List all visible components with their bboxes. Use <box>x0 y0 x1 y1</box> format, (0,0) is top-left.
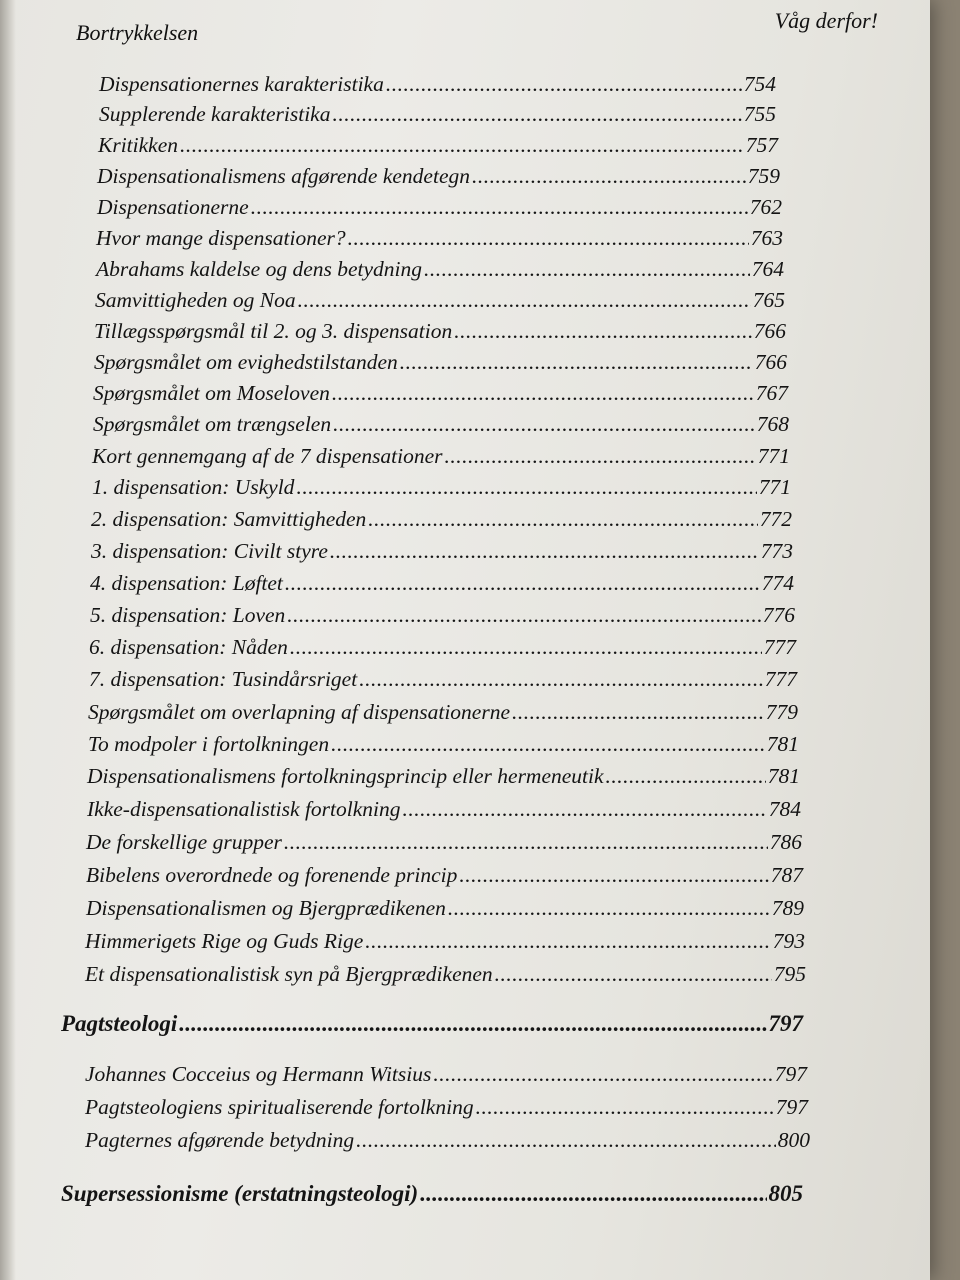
toc-leader-dots <box>296 477 756 499</box>
toc-entry-title: Dispensationerne <box>97 195 249 219</box>
toc-entry-page: 789 <box>771 896 804 920</box>
toc-entry-title: 3. dispensation: Civilt styre <box>91 539 328 563</box>
toc-entry-page: 779 <box>765 700 798 724</box>
toc-leader-dots <box>495 964 772 986</box>
toc-entry <box>97 197 782 219</box>
toc-leader-dots <box>290 637 762 659</box>
toc-entry-title: To modpoler i fortolkningen <box>88 732 330 756</box>
toc-entry-page: 765 <box>752 288 785 312</box>
toc-leader-dots <box>356 1130 776 1152</box>
toc-leader-dots <box>400 352 753 374</box>
toc-entry <box>89 637 796 659</box>
toc-leader-dots <box>333 414 755 436</box>
toc-entry-title: 7. dispensation: Tusindårsriget <box>89 667 358 691</box>
toc-entry-page: 768 <box>756 412 789 436</box>
toc-leader-dots <box>386 74 742 96</box>
toc-entry-page: 755 <box>743 102 776 126</box>
toc-leader-dots <box>368 509 757 531</box>
toc-entry-page: 773 <box>760 539 793 563</box>
toc-entry-page: 787 <box>770 863 803 887</box>
toc-leader-dots <box>459 865 768 887</box>
toc-entry-title: Himmerigets Rige og Guds Rige <box>85 929 364 953</box>
toc-entry-page: 757 <box>745 133 778 157</box>
toc-entry-title: 4. dispensation: Løftet <box>90 571 283 595</box>
toc-entry-title: Spørgsmålet om trængselen <box>93 412 332 436</box>
toc-entry-title: Samvittigheden og Noa <box>95 288 296 312</box>
toc-chapter <box>61 1012 803 1035</box>
toc-leader-dots <box>284 832 768 854</box>
toc-entry <box>88 734 799 756</box>
toc-entry-page: 786 <box>769 830 802 854</box>
toc-entry <box>87 799 801 821</box>
running-header-right: Våg derfor! <box>774 8 878 33</box>
toc-leader-dots <box>348 228 749 250</box>
toc-entry-title: Dispensationalismens fortolkningsprincip eller hermeneutik <box>87 764 604 788</box>
toc-entry <box>99 74 776 96</box>
toc-leader-dots <box>476 1097 774 1119</box>
toc-entry <box>86 832 802 854</box>
toc-entry-page: 771 <box>757 444 790 468</box>
toc-entry-title: Kort gennemgang af de 7 dispensationer <box>92 444 443 468</box>
toc-entry <box>90 605 795 627</box>
toc-entry <box>85 1130 810 1152</box>
toc-entry-title: Et dispensationalistisk syn på Bjergprædikenen <box>85 962 493 986</box>
toc-entry-title: Dispensationalismen og Bjergprædikenen <box>86 896 446 920</box>
toc-entry <box>96 228 783 250</box>
toc-entry-page: 766 <box>753 319 786 343</box>
toc-entry <box>85 1064 807 1086</box>
toc-entry-page: 777 <box>763 635 796 659</box>
toc-entry <box>91 541 793 563</box>
toc-entry <box>89 669 797 691</box>
toc-entry <box>85 1097 808 1119</box>
toc-entry <box>99 104 776 126</box>
toc-leader-dots <box>332 104 741 126</box>
toc-entry-title: Pagternes afgørende betydning <box>85 1128 355 1152</box>
toc-entry-title: Johannes Cocceius og Hermann Witsius <box>85 1062 432 1086</box>
toc-entry-page: 754 <box>743 72 776 96</box>
toc-entry-page: 777 <box>764 667 797 691</box>
toc-entry-page: 776 <box>762 603 795 627</box>
toc-entry-page: 800 <box>777 1128 810 1152</box>
toc-entry-title: Spørgsmålet om overlapning af dispensationerne <box>88 700 511 724</box>
toc-entry-title: Ikke-dispensationalistisk fortolkning <box>87 797 401 821</box>
toc-entry-page: 767 <box>755 381 788 405</box>
toc-leader-dots <box>365 931 770 953</box>
toc-leader-dots <box>331 734 765 756</box>
toc-entry-page: 797 <box>775 1095 808 1119</box>
toc-chapter-page: 797 <box>768 1011 803 1036</box>
toc-entry <box>97 166 780 188</box>
toc-entry <box>92 446 790 468</box>
toc-leader-dots <box>330 541 759 563</box>
toc-entry-title: 6. dispensation: Nåden <box>89 635 288 659</box>
toc-leader-dots <box>403 799 767 821</box>
toc-leader-dots <box>512 702 764 724</box>
toc-entry-title: Hvor mange dispensationer? <box>96 226 346 250</box>
toc-entry-page: 781 <box>767 764 800 788</box>
toc-entry-title: 2. dispensation: Samvittigheden <box>91 507 367 531</box>
toc-leader-dots <box>424 259 750 281</box>
toc-entry <box>96 259 784 281</box>
toc-entry-page: 764 <box>751 257 784 281</box>
toc-entry-page: 772 <box>759 507 792 531</box>
running-header-left: Bortrykkelsen <box>76 20 199 45</box>
toc-entry-title: Kritikken <box>98 133 179 157</box>
toc-leader-dots <box>448 898 770 920</box>
toc-leader-dots <box>180 135 744 157</box>
toc-entry-page: 793 <box>772 929 805 953</box>
toc-entry-title: Dispensationernes karakteristika <box>99 72 384 96</box>
toc-entry-title: 5. dispensation: Loven <box>90 603 286 627</box>
toc-entry <box>92 477 791 499</box>
toc-entry <box>95 290 785 312</box>
toc-leader-dots <box>359 669 763 691</box>
toc-leader-dots <box>332 383 754 405</box>
toc-entry-page: 774 <box>761 571 794 595</box>
toc-entry <box>98 135 778 157</box>
toc-leader-dots <box>251 197 748 219</box>
toc-leader-dots <box>298 290 751 312</box>
toc-entry-page: 759 <box>747 164 780 188</box>
toc-entry <box>94 321 786 343</box>
toc-entry-page: 781 <box>766 732 799 756</box>
toc-entry-page: 762 <box>749 195 782 219</box>
toc-entry <box>93 414 789 436</box>
toc-entry-title: Supplerende karakteristika <box>99 102 331 126</box>
toc-entry-page: 784 <box>768 797 801 821</box>
toc-entry <box>87 766 800 788</box>
toc-entry <box>86 898 804 920</box>
toc-chapter-page: 805 <box>768 1181 803 1206</box>
toc-entry-page: 766 <box>754 350 787 374</box>
toc-leader-dots <box>287 605 760 627</box>
toc-chapter-title: Supersessionisme (erstatningsteologi) <box>61 1181 419 1206</box>
toc-leader-dots <box>445 446 756 468</box>
toc-leader-dots <box>433 1064 772 1086</box>
toc-entry-page: 763 <box>750 226 783 250</box>
toc-entry <box>88 702 798 724</box>
toc-entry <box>90 573 794 595</box>
toc-entry-title: 1. dispensation: Uskyld <box>92 475 295 499</box>
toc-leader-dots <box>420 1182 766 1205</box>
toc-entry <box>94 352 787 374</box>
toc-entry-page: 797 <box>774 1062 807 1086</box>
toc-entry <box>85 931 805 953</box>
toc-entry-title: Bibelens overordnede og forenende princip <box>86 863 458 887</box>
toc-entry <box>85 964 806 986</box>
toc-entry-title: Dispensationalismens afgørende kendetegn <box>97 164 470 188</box>
toc-leader-dots <box>606 766 766 788</box>
toc-entry-title: Pagtsteologiens spiritualiserende fortolkning <box>85 1095 474 1119</box>
toc-entry <box>93 383 788 405</box>
toc-leader-dots <box>179 1012 766 1035</box>
toc-entry <box>86 865 803 887</box>
toc-entry-page: 771 <box>758 475 791 499</box>
toc-leader-dots <box>454 321 752 343</box>
toc-entry <box>91 509 792 531</box>
toc-entry-title: Spørgsmålet om Moseloven <box>93 381 330 405</box>
toc-entry-title: De forskellige grupper <box>86 830 282 854</box>
toc-leader-dots <box>472 166 746 188</box>
toc-entry-title: Tillægsspørgsmål til 2. og 3. dispensation <box>94 319 453 343</box>
toc-entry-title: Spørgsmålet om evighedstilstanden <box>94 350 398 374</box>
toc-chapter <box>61 1182 803 1205</box>
toc-entry-title: Abrahams kaldelse og dens betydning <box>96 257 423 281</box>
toc-chapter-title: Pagtsteologi <box>61 1011 178 1036</box>
toc-leader-dots <box>285 573 760 595</box>
toc-entry-page: 795 <box>773 962 806 986</box>
